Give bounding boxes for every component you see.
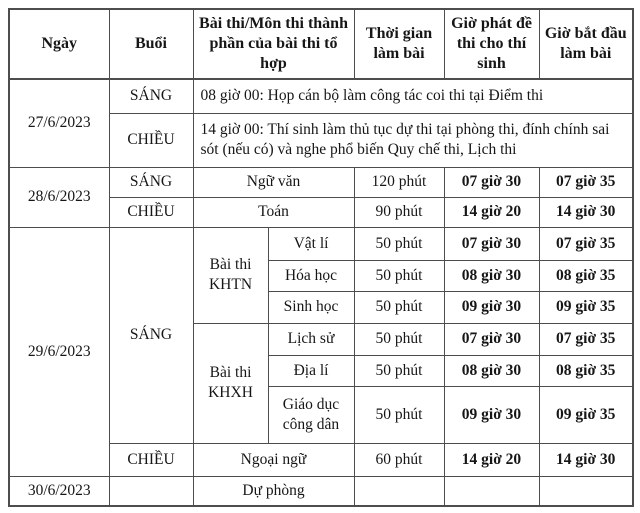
- start-time-cell: 14 giờ 30: [539, 443, 633, 476]
- session-cell: SÁNG: [109, 227, 193, 443]
- session-cell: CHIỀU: [109, 197, 193, 227]
- col-header-session: Buổi: [109, 9, 193, 79]
- duration-cell: 50 phút: [354, 227, 444, 260]
- subject-cell: Sinh học: [268, 291, 354, 323]
- subject-cell: Lịch sử: [268, 323, 354, 355]
- session-cell: SÁNG: [109, 167, 193, 197]
- exam-group-cell: Bài thi KHXH: [193, 323, 268, 443]
- duration-cell-empty: [354, 476, 444, 506]
- session-cell: SÁNG: [109, 79, 193, 113]
- row-28-6-morning: [9, 167, 633, 197]
- duration-cell: 50 phút: [354, 355, 444, 386]
- duration-cell: 50 phút: [354, 323, 444, 355]
- exam-cell: Ngoại ngữ: [193, 443, 354, 476]
- duration-cell: 60 phút: [354, 443, 444, 476]
- row-30-6-reserve: [9, 476, 633, 506]
- start-time-cell: 07 giờ 35: [539, 227, 633, 260]
- start-time-cell: 08 giờ 35: [539, 260, 633, 291]
- duration-cell: 50 phút: [354, 386, 444, 443]
- duration-cell: 120 phút: [354, 167, 444, 197]
- session-cell-empty: [109, 476, 193, 506]
- start-time-cell: 09 giờ 35: [539, 386, 633, 443]
- reserve-cell: Dự phòng: [193, 476, 354, 506]
- handout-time-cell: 08 giờ 30: [444, 260, 539, 291]
- start-time-cell: 08 giờ 35: [539, 355, 633, 386]
- row-29-6-vat-li: [9, 227, 633, 260]
- start-time-cell: 07 giờ 35: [539, 167, 633, 197]
- exam-schedule-table: [8, 8, 634, 507]
- session-cell: CHIỀU: [109, 443, 193, 476]
- activity-cell: 14 giờ 00: Thí sinh làm thủ tục dự thi tại phòng thi, đính chính sai sót (nếu có) và nghe phổ biến Quy chế thi, Lịch thi: [193, 113, 633, 167]
- subject-cell: Vật lí: [268, 227, 354, 260]
- handout-time-cell-empty: [444, 476, 539, 506]
- duration-cell: 50 phút: [354, 291, 444, 323]
- subject-cell: Giáo dục công dân: [268, 386, 354, 443]
- start-time-cell: 14 giờ 30: [539, 197, 633, 227]
- handout-time-cell: 14 giờ 20: [444, 443, 539, 476]
- exam-cell: Toán: [193, 197, 354, 227]
- header-row: [9, 9, 633, 79]
- col-header-exam: Bài thi/Môn thi thành phần của bài thi tổ hợp: [193, 9, 354, 79]
- subject-cell: Địa lí: [268, 355, 354, 386]
- handout-time-cell: 07 giờ 30: [444, 323, 539, 355]
- session-cell: CHIỀU: [109, 113, 193, 167]
- handout-time-cell: 14 giờ 20: [444, 197, 539, 227]
- col-header-duration: Thời gian làm bài: [354, 9, 444, 79]
- duration-cell: 50 phút: [354, 260, 444, 291]
- start-time-cell: 09 giờ 35: [539, 291, 633, 323]
- handout-time-cell: 08 giờ 30: [444, 355, 539, 386]
- duration-cell: 90 phút: [354, 197, 444, 227]
- exam-group-cell: Bài thi KHTN: [193, 227, 268, 323]
- date-cell: 28/6/2023: [9, 167, 109, 227]
- date-cell: 30/6/2023: [9, 476, 109, 506]
- handout-time-cell: 09 giờ 30: [444, 386, 539, 443]
- exam-cell: Ngữ văn: [193, 167, 354, 197]
- start-time-cell-empty: [539, 476, 633, 506]
- row-27-6-morning: [9, 79, 633, 113]
- date-cell: 27/6/2023: [9, 79, 109, 167]
- col-header-date: Ngày: [9, 9, 109, 79]
- start-time-cell: 07 giờ 35: [539, 323, 633, 355]
- col-header-start-time: Giờ bắt đầu làm bài: [539, 9, 633, 79]
- handout-time-cell: 09 giờ 30: [444, 291, 539, 323]
- activity-cell: 08 giờ 00: Họp cán bộ làm công tác coi thi tại Điểm thi: [193, 79, 633, 113]
- handout-time-cell: 07 giờ 30: [444, 227, 539, 260]
- handout-time-cell: 07 giờ 30: [444, 167, 539, 197]
- col-header-handout-time: Giờ phát đề thi cho thí sinh: [444, 9, 539, 79]
- date-cell: 29/6/2023: [9, 227, 109, 476]
- subject-cell: Hóa học: [268, 260, 354, 291]
